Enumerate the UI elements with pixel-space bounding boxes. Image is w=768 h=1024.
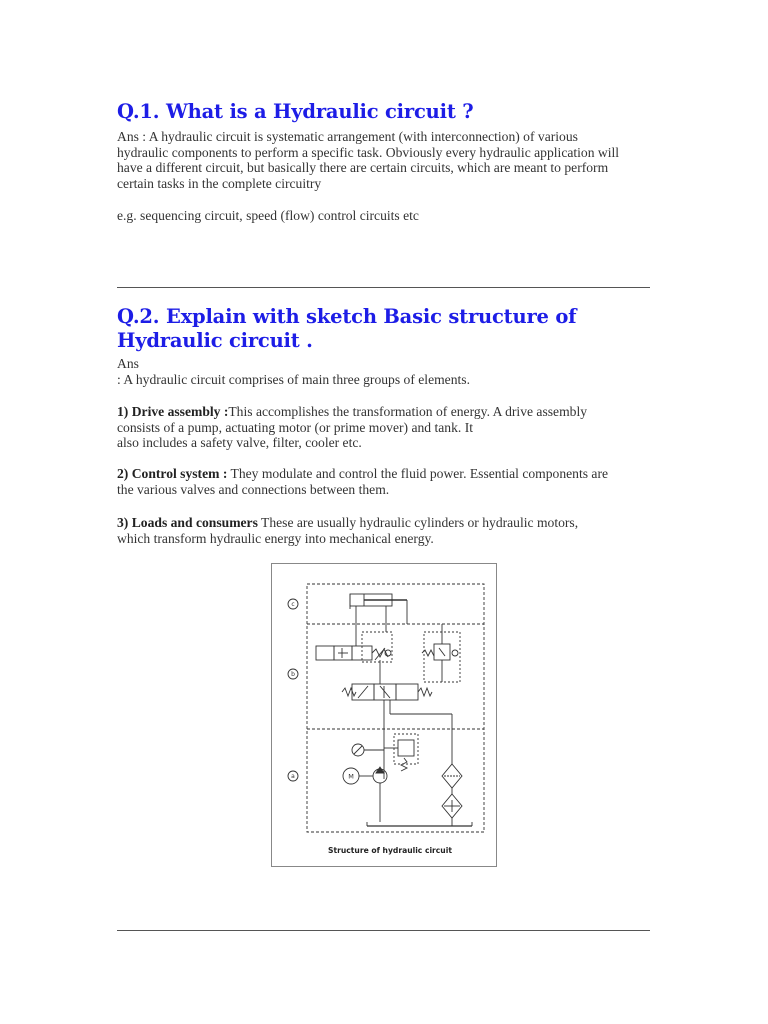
section-divider bbox=[117, 930, 650, 931]
hydraulic-circuit-diagram bbox=[272, 564, 496, 866]
motor-label: M bbox=[348, 772, 354, 781]
loads-consumers-label: 3) Loads and consumers bbox=[117, 515, 258, 530]
circuit-outer-boundary bbox=[307, 584, 484, 832]
question-1-title: Q.1. What is a Hydraulic circuit ? bbox=[117, 100, 474, 123]
question-2-title-line1: Q.2. Explain with sketch Basic structure of bbox=[117, 305, 577, 328]
zone-label: c bbox=[291, 601, 295, 608]
loads-consumers-text: which transform hydraulic energy into mechanical energy. bbox=[117, 530, 434, 546]
loads-consumers-text: These are usually hydraulic cylinders or hydraulic motors, bbox=[257, 515, 579, 530]
question-1-example: e.g. sequencing circuit, speed (flow) control circuits etc bbox=[117, 208, 419, 223]
loads-consumers-paragraph bbox=[117, 515, 657, 546]
hydraulic-circuit-figure bbox=[271, 563, 497, 867]
section-divider bbox=[117, 287, 650, 288]
drive-assembly-text: consists of a pump, actuating motor (or prime mover) and tank. It bbox=[117, 419, 473, 435]
control-system-label: 2) Control system : bbox=[117, 466, 228, 481]
drive-assembly-text: also includes a safety valve, filter, cooler etc. bbox=[117, 435, 362, 450]
drive-assembly-label: 1) Drive assembly : bbox=[117, 404, 229, 419]
question-2-title bbox=[117, 305, 576, 353]
control-system-text: the various valves and connections between them. bbox=[117, 481, 390, 497]
answer-line: certain tasks in the complete circuitry bbox=[117, 175, 322, 191]
answer-line: Ans : A hydraulic circuit is systematic arrangement (with interconnection) of various bbox=[117, 129, 578, 144]
drive-assembly-paragraph bbox=[117, 404, 657, 451]
control-system-paragraph bbox=[117, 466, 657, 497]
question-2-answer-intro bbox=[117, 356, 657, 387]
question-2-title-line2: Hydraulic circuit . bbox=[117, 329, 313, 352]
figure-caption: Structure of hydraulic circuit bbox=[328, 846, 452, 855]
zone-label: a bbox=[291, 773, 295, 780]
answer-label: Ans bbox=[117, 356, 139, 371]
answer-line: hydraulic components to perform a specific task. Obviously every hydraulic application will bbox=[117, 144, 620, 160]
answer-line: have a different circuit, but basically there are certain circuits, which are meant to perform bbox=[117, 160, 609, 175]
control-system-text: They modulate and control the fluid power. Essential components are bbox=[227, 466, 609, 481]
drive-assembly-text: This accomplishes the transformation of energy. A drive assembly bbox=[228, 404, 588, 419]
question-1-answer bbox=[117, 129, 657, 191]
zone-label: b bbox=[291, 671, 295, 678]
answer-intro: : A hydraulic circuit comprises of main three groups of elements. bbox=[117, 371, 470, 387]
